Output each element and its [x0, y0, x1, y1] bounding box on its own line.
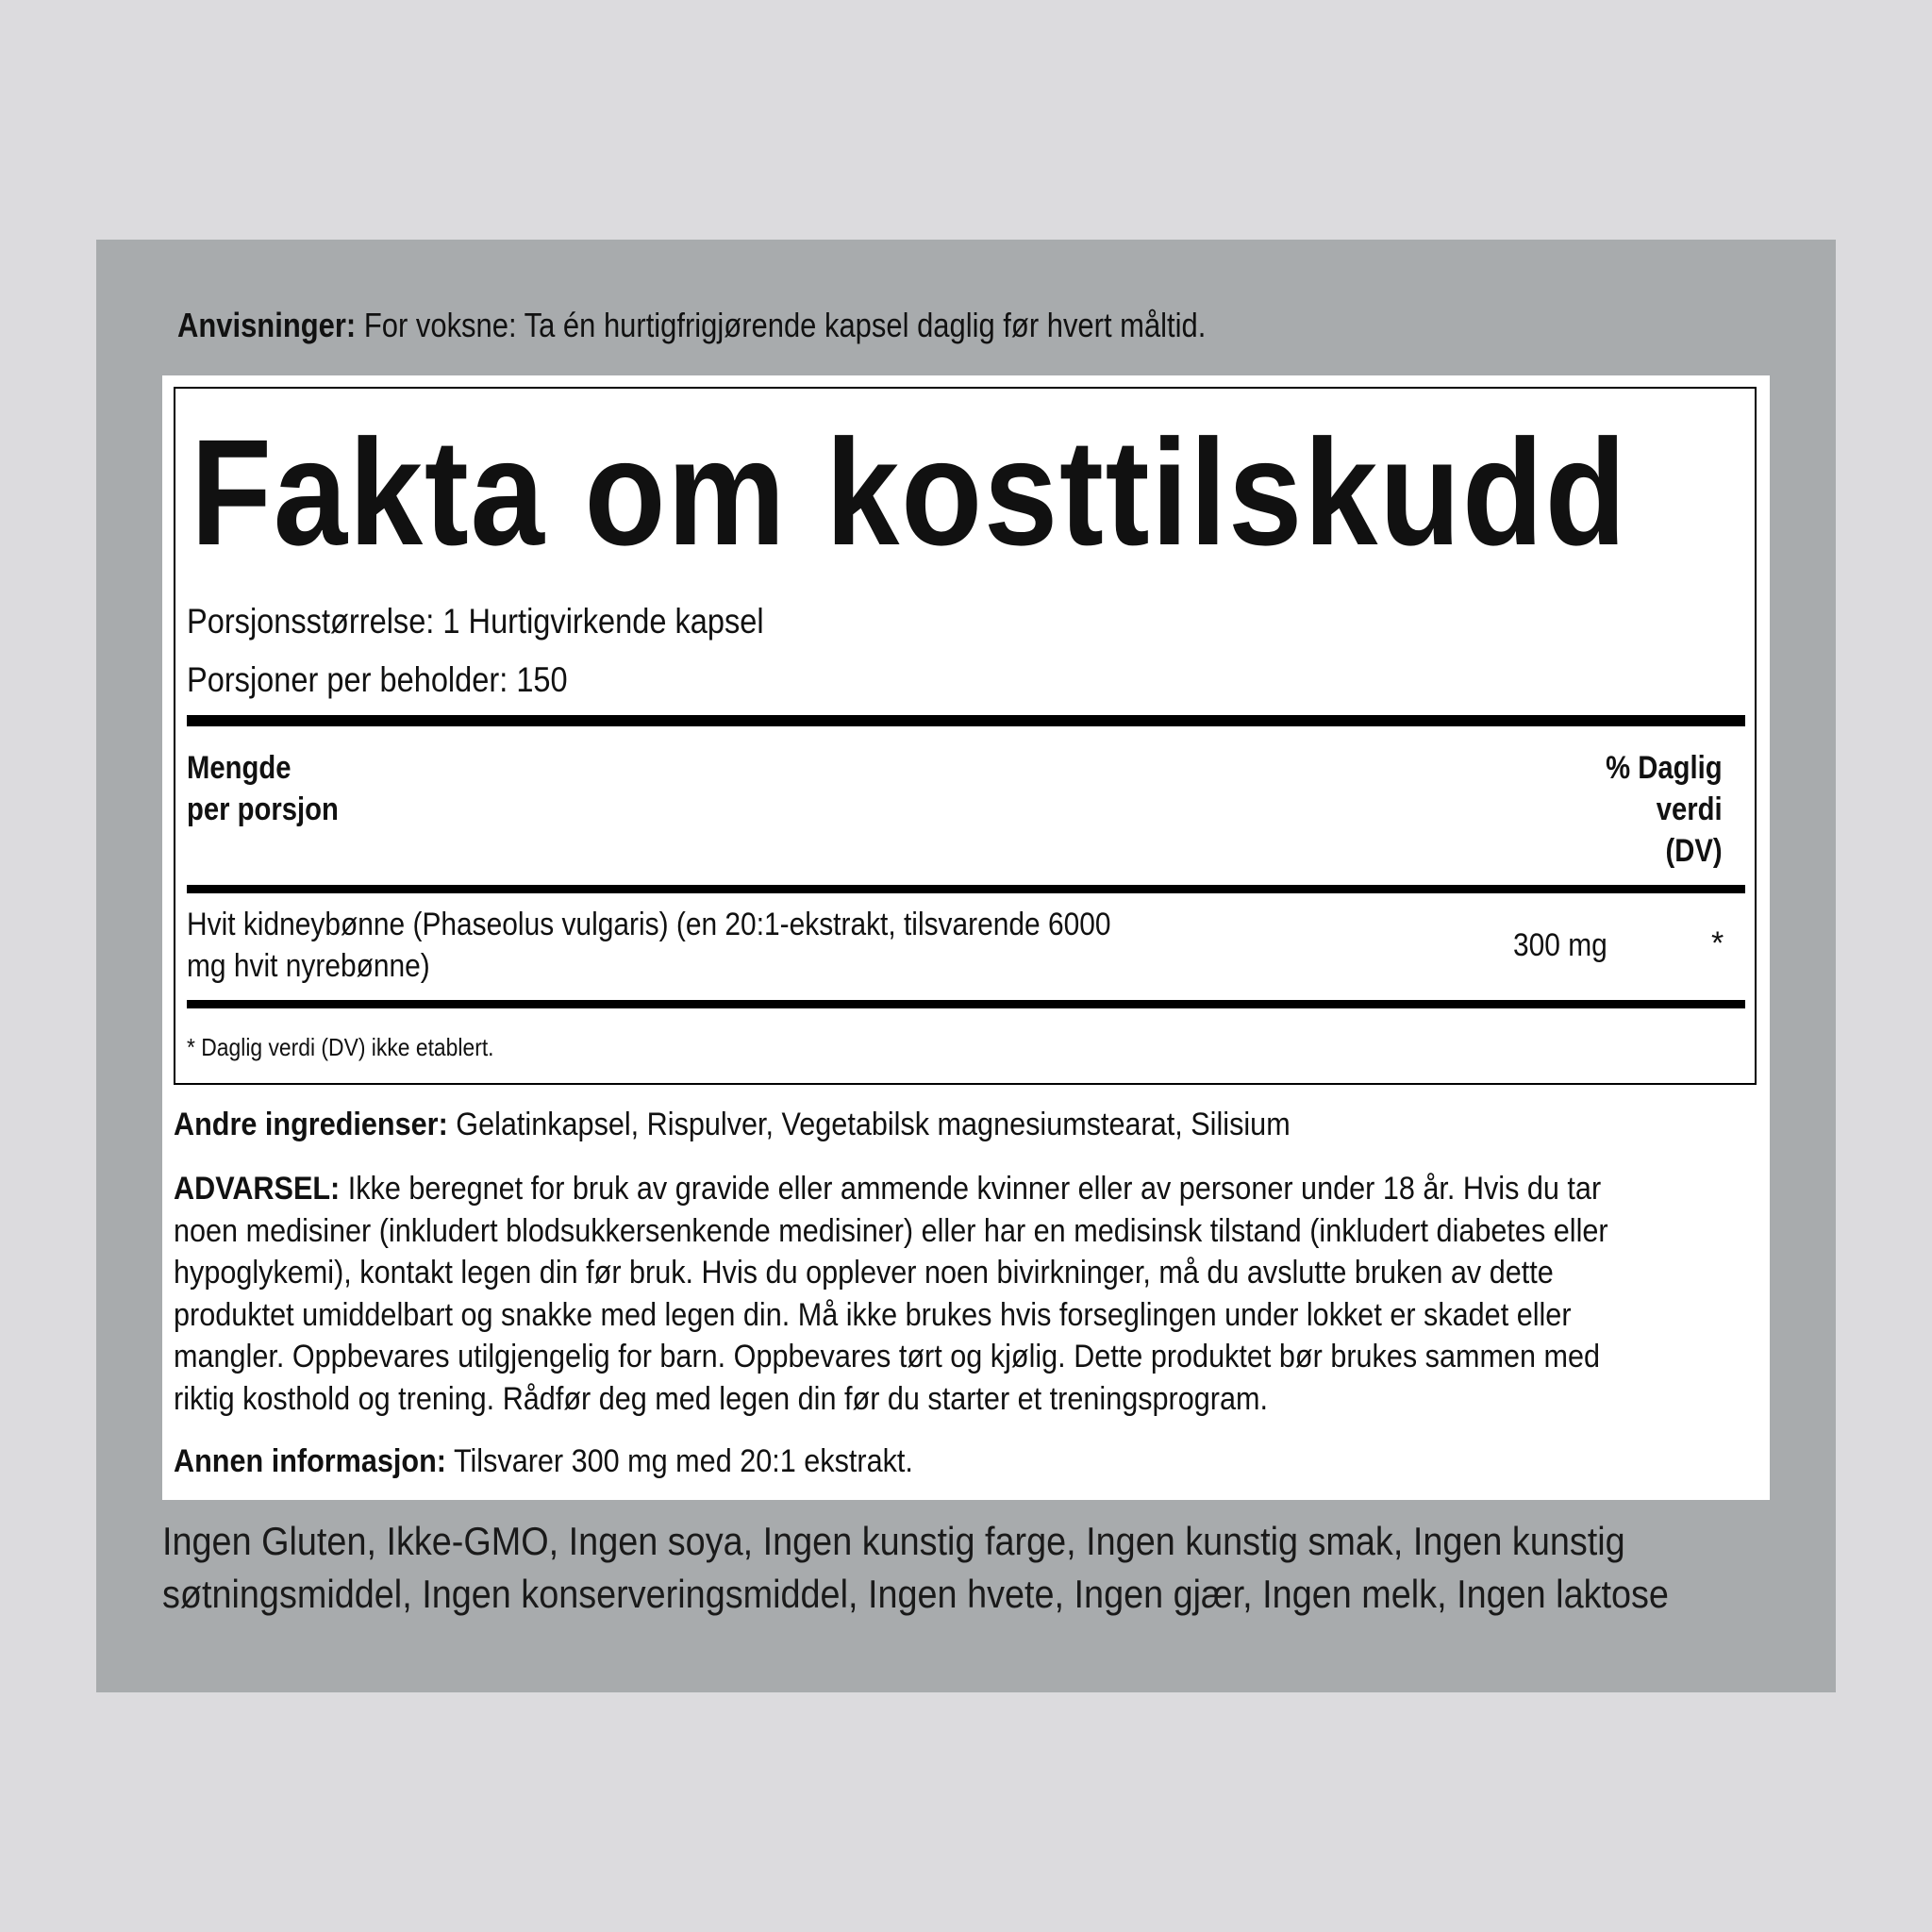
dv-header-line3: (DV): [1665, 833, 1723, 869]
daily-value-header: [1607, 747, 1723, 872]
servings-per-container: Porsjoner per beholder: 150: [187, 660, 568, 699]
amount-header-line1: Mengde: [187, 750, 291, 786]
warning-block: [174, 1168, 1617, 1420]
amount-per-serving-header: [187, 747, 339, 830]
other-information: [174, 1441, 1617, 1483]
supplement-facts-box: [174, 387, 1757, 1085]
thick-divider-top: [187, 715, 1745, 726]
other-ingredients-text: Gelatinkapsel, Rispulver, Vegetabilsk magnesiumstearat, Silisium: [447, 1107, 1291, 1142]
free-from-claims: Ingen Gluten, Ikke-GMO, Ingen soya, Ingen kunstig farge, Ingen kunstig smak, Ingen kunstig søtningsmiddel, Ingen konserveringsmiddel, Ingen hvete, Ingen gjær, Ingen melk, Ingen laktose: [162, 1519, 1669, 1616]
warning-text: Ikke beregnet for bruk av gravide eller ammende kvinner eller av personer under 18 år. Hvis du tar noen medisiner (inkludert blodsukkersenkende medisiner) eller har en medisinsk tilstand (inkludert diabetes eller hypoglykemi), kontakt legen din før bruk. Hvis du opplever noen bivirkninger, må du avslutte bruken av dette produktet umiddelbart og snakke med legen din. Må ikke brukes hvis forseglingen under lokket er skadet eller mangler. Oppbevares utilgjengelig for barn. Oppbevares tørt og kjølig. Dette produktet bør brukes sammen med riktig kosthold og trening. Rådfør deg med legen din før du starter et treningsprogram.: [174, 1171, 1608, 1417]
other-ingredients: [174, 1104, 1617, 1146]
amount-header-line2: per porsjon: [187, 791, 339, 827]
other-info-label: Annen informasjon:: [174, 1443, 446, 1479]
other-info-text: Tilsvarer 300 mg med 20:1 ekstrakt.: [445, 1443, 913, 1479]
directions-text: For voksne: Ta én hurtigfrigjørende kapsel daglig før hvert måltid.: [356, 306, 1207, 344]
warning-label: ADVARSEL:: [174, 1171, 341, 1207]
ingredient-daily-value: *: [1711, 925, 1724, 961]
other-ingredients-label: Andre ingredienser:: [174, 1107, 448, 1142]
facts-title: Fakta om kosttilskudd: [191, 408, 1628, 576]
divider-bottom: [187, 1000, 1745, 1008]
dv-footnote: * Daglig verdi (DV) ikke etablert.: [187, 1033, 494, 1061]
directions-line: [177, 300, 1206, 351]
serving-size: Porsjonsstørrelse: 1 Hurtigvirkende kapsel: [187, 602, 764, 641]
ingredient-name: Hvit kidneybønne (Phaseolus vulgaris) (en 20:1-ekstrakt, tilsvarende 6000 mg hvit nyrebønne): [187, 907, 1111, 984]
dv-header-line1: % Daglig: [1606, 750, 1723, 786]
dv-header-line2: verdi: [1657, 791, 1723, 827]
directions-label: Anvisninger:: [177, 306, 357, 344]
divider-middle: [187, 885, 1745, 893]
ingredient-amount: 300 mg: [1513, 927, 1607, 963]
